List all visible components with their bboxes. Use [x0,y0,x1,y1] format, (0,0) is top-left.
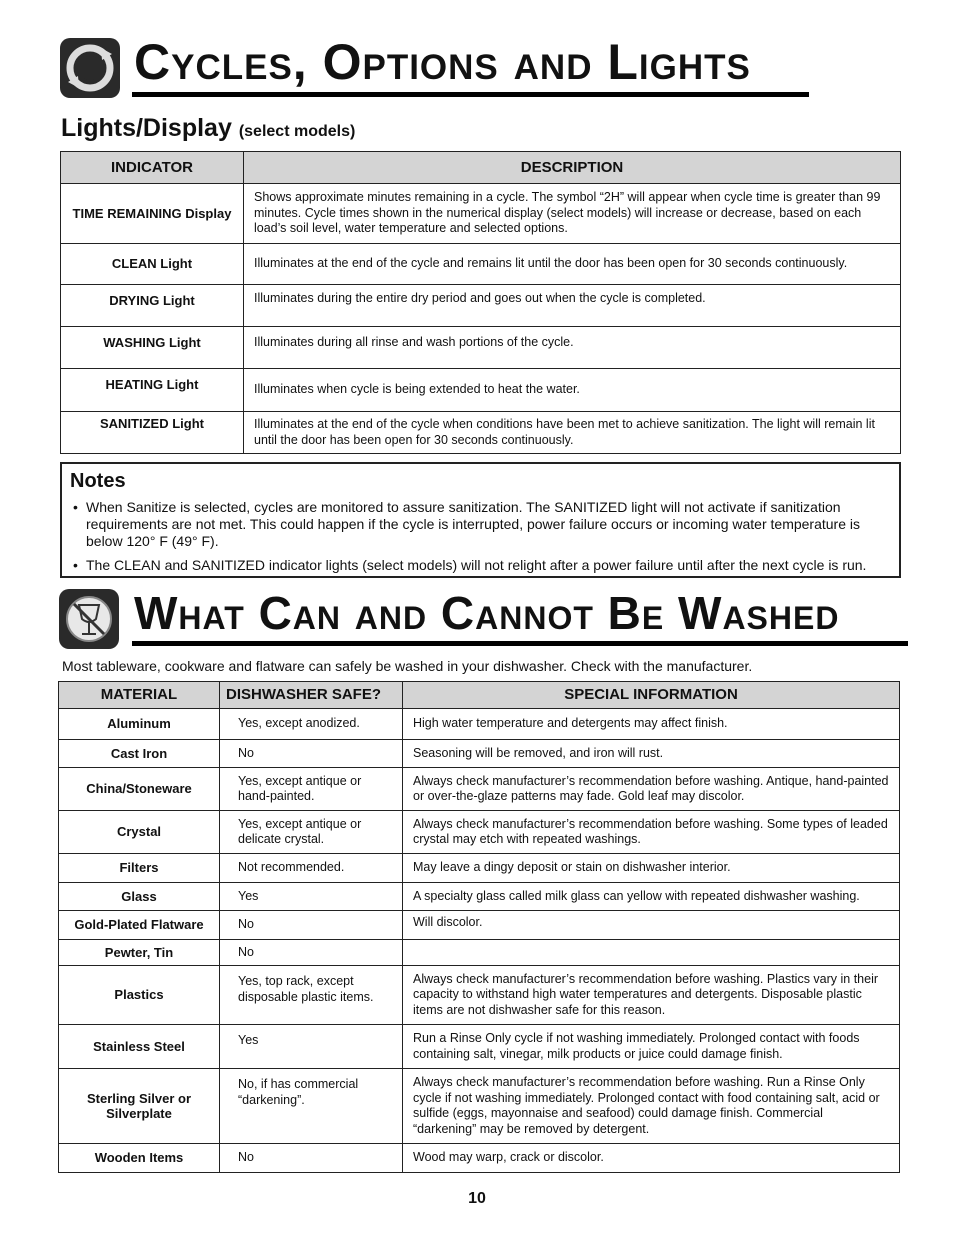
info-cell: High water temperature and detergents may affect finish. [403,709,900,740]
lights-table [60,151,901,454]
safe-cell: Yes, except antique or hand-painted. [220,768,403,811]
info-cell: Wood may warp, crack or discolor. [403,1144,900,1173]
material-cell: China/Stoneware [59,768,220,811]
material-cell: Wooden Items [59,1144,220,1173]
note-item: • The CLEAN and SANITIZED indicator lights (select models) will not relight after a power failure until after the next cycle is run. [86,557,889,574]
section-subtitle [61,114,355,143]
subtitle-note: (select models) [238,123,356,140]
info-cell [403,940,900,966]
col-header-material: MATERIAL [59,682,220,709]
description-cell: Illuminates during all rinse and wash portions of the cycle. [244,327,901,369]
intro-text: Most tableware, cookware and flatware can safely be washed in your dishwasher. Check with the manufacturer. [62,658,753,674]
description-cell: Illuminates at the end of the cycle and remains lit until the door has been open for 30 seconds continuously. [244,244,901,285]
table-row [61,369,901,412]
cycle-arrows-icon [60,38,120,98]
col-header-safe: DISHWASHER SAFE? [220,682,403,709]
col-header-indicator: INDICATOR [61,152,244,184]
material-cell: Cast Iron [59,740,220,768]
description-cell: Illuminates at the end of the cycle when conditions have been met to achieve sanitization. The light will remain lit until the door has been open for 30 seconds continuously. [244,412,901,454]
safe-cell: Yes [220,1025,403,1069]
subtitle-text: Lights/Display [61,114,232,142]
wash-table [58,681,900,1173]
safe-cell: Yes [220,883,403,911]
info-cell: A specialty glass called milk glass can yellow with repeated dishwasher washing. [403,883,900,911]
info-cell: Will discolor. [403,911,900,940]
title-rule [132,92,809,97]
table-row [59,1069,900,1144]
table-row [59,768,900,811]
safe-cell: Yes, except anodized. [220,709,403,740]
info-cell: May leave a dingy deposit or stain on dishwasher interior. [403,854,900,883]
note-item: • When Sanitize is selected, cycles are monitored to assure sanitization. The SANITIZED light will not activate if sanitization requirements are not met. This could happen if the cycle is interrupted, power failure occurs or incoming water temperature is below 120° F (49° F). [86,499,889,550]
indicator-cell: HEATING Light [61,369,244,412]
page-number: 10 [468,1190,486,1207]
table-row [59,854,900,883]
table-row [59,1025,900,1069]
info-cell: Always check manufacturer’s recommendation before washing. Plastics vary in their capacity to withstand high water temperatures and detergents. Disposable plastic items are not dishwasher safe for this reason. [403,966,900,1025]
table-row [59,966,900,1025]
safe-cell: No [220,940,403,966]
page-title-washed: What Can and Cannot Be Washed [134,587,840,639]
indicator-cell: WASHING Light [61,327,244,369]
table-row [59,709,900,740]
table-row [59,940,900,966]
info-cell: Run a Rinse Only cycle if not washing immediately. Prolonged contact with foods containing salt, vinegar, milk products or juice could damage finish. [403,1025,900,1069]
table-row [61,244,901,285]
material-cell: Crystal [59,811,220,854]
safe-cell: Not recommended. [220,854,403,883]
no-glass-icon [59,589,119,649]
table-row [59,911,900,940]
material-cell: Gold-Plated Flatware [59,911,220,940]
notes-list [70,499,889,574]
description-cell: Illuminates during the entire dry period and goes out when the cycle is completed. [244,285,901,327]
safe-cell: No, if has commercial “darkening”. [220,1069,403,1144]
table-row [61,327,901,369]
material-cell: Stainless Steel [59,1025,220,1069]
description-cell: Illuminates when cycle is being extended to heat the water. [244,369,901,412]
material-cell: Aluminum [59,709,220,740]
info-cell: Seasoning will be removed, and iron will rust. [403,740,900,768]
material-cell: Pewter, Tin [59,940,220,966]
table-row [59,1144,900,1173]
indicator-cell: SANITIZED Light [61,412,244,454]
safe-cell: Yes, except antique or delicate crystal. [220,811,403,854]
table-row [59,883,900,911]
indicator-cell: TIME REMAINING Display [61,184,244,244]
table-row [59,740,900,768]
col-header-description: DESCRIPTION [244,152,901,184]
indicator-cell: DRYING Light [61,285,244,327]
info-cell: Always check manufacturer’s recommendation before washing. Run a Rinse Only cycle if not washing immediately. Prolonged contact with food containing salt, acid or sulfide (eggs, mayonnaise and seafood) could damage finish. Commercial “darkening” may be removed by detergent. [403,1069,900,1144]
notes-title: Notes [70,470,126,492]
description-cell: Shows approximate minutes remaining in a cycle. The symbol “2H” will appear when cycle time is greater than 99 minutes. Cycle times shown in the numerical display (select models) will increase or decrease, based on each load’s soil level, water temperature and selected options. [244,184,901,244]
indicator-cell: CLEAN Light [61,244,244,285]
safe-cell: Yes, top rack, except disposable plastic items. [220,966,403,1025]
notes-box [60,462,901,578]
safe-cell: No [220,740,403,768]
title-rule [132,641,908,646]
info-cell: Always check manufacturer’s recommendation before washing. Some types of leaded crystal may etch with repeated washings. [403,811,900,854]
material-cell: Glass [59,883,220,911]
table-row [61,285,901,327]
material-cell: Plastics [59,966,220,1025]
material-cell: Sterling Silver or Silverplate [59,1069,220,1144]
page-title-cycles: Cycles, Options and Lights [134,34,751,90]
table-row [61,412,901,454]
info-cell: Always check manufacturer’s recommendation before washing. Antique, hand-painted or over-the-glaze patterns may fade. Gold leaf may discolor. [403,768,900,811]
safe-cell: No [220,1144,403,1173]
col-header-info: SPECIAL INFORMATION [403,682,900,709]
safe-cell: No [220,911,403,940]
table-row [59,811,900,854]
material-cell: Filters [59,854,220,883]
table-row [61,184,901,244]
